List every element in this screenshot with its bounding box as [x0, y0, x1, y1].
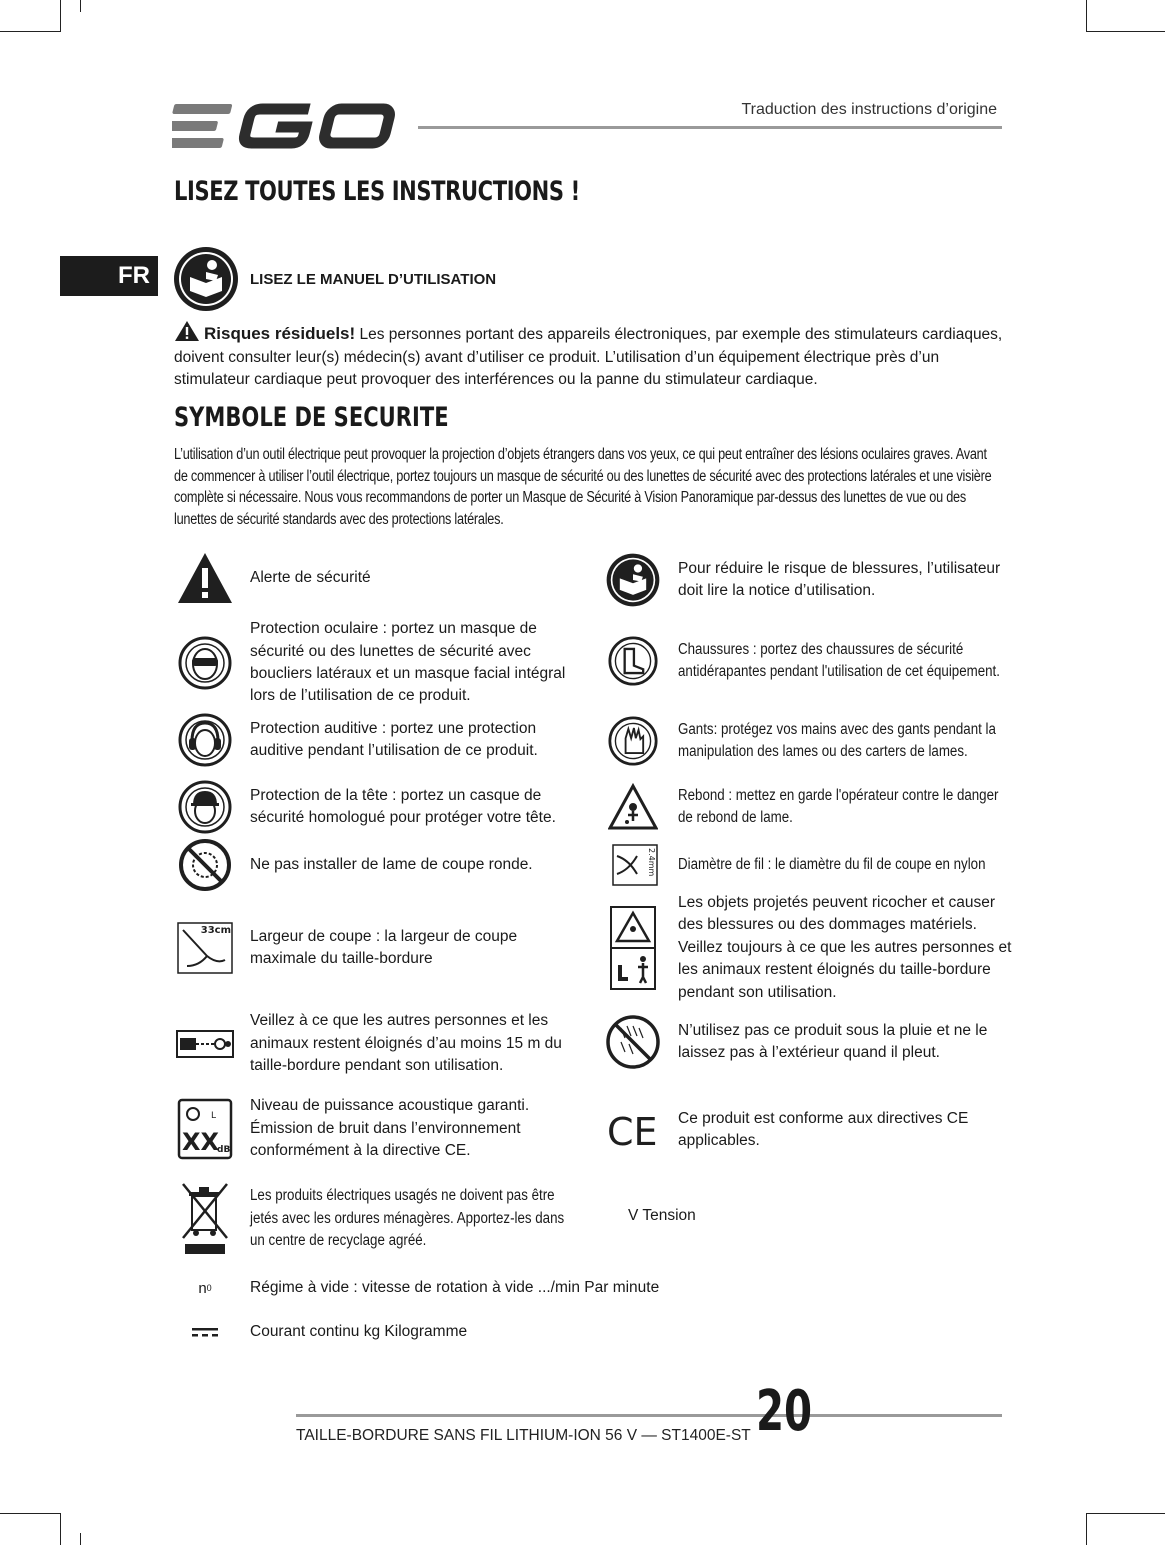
header-note: Traduction des instructions d’origine: [741, 101, 997, 118]
cutting-width-icon: [177, 922, 233, 974]
symbol-no-round-blade: [174, 838, 574, 892]
symbol-text: Régime à vide : vitesse de rotation à vide .../min Par minute: [250, 1278, 660, 1296]
gloves-icon: [608, 716, 658, 766]
symbol-text: Largeur de coupe : la largeur de coupe maximale du taille-bordure: [250, 927, 518, 967]
residual-risk-text: Les personnes portant des appareils électroniques, par exemple des stimulateurs cardiaques, doivent consulter leur(s) médecin(s) avant d’utiliser ce produit. L’utilisation d’un équipement électrique près d’un stimulateur cardiaque peut provoquer des interférences ou la panne du stimulateur cardiaque.: [174, 326, 1003, 388]
symbol-weee: [174, 1180, 594, 1258]
page-title: LISEZ TOUTES LES INSTRUCTIONS !: [174, 176, 580, 207]
direct-current-icon: [191, 1325, 219, 1339]
page-number: 20: [756, 1379, 813, 1444]
safety-boots-icon: [608, 636, 658, 686]
symbol-text: N’utilisez pas ce produit sous la pluie et ne le laissez pas à l’extérieur quand il pleut.: [678, 1021, 988, 1061]
symbol-direct-current: [174, 1318, 734, 1346]
symbol-text: Les produits électriques usagés ne doivent pas être jetés avec les ordures ménagères. Apportez-les dans un centre de recyclage agréé.: [250, 1187, 565, 1250]
symbol-text: Ce produit est conforme aux directives CE applicables.: [678, 1109, 969, 1149]
read-manual-icon: [172, 245, 240, 313]
symbol-read-manual: [602, 550, 1012, 610]
language-tab: FR: [60, 256, 158, 296]
footer-rule: [296, 1414, 1002, 1417]
weee-bin-icon: [177, 1180, 233, 1258]
symbol-text: Gants: protégez vos mains avec des gants pendant la manipulation des lames ou des carters de lames.: [678, 720, 996, 760]
symbol-text: Alerte de sécurité: [250, 568, 371, 586]
symbol-text: Chaussures : portez des chaussures de sécurité antidérapantes pendant l'utilisation de cet équipement.: [678, 640, 1000, 680]
symbol-keep-distance: [174, 1010, 574, 1078]
symbol-thrown-objects: [602, 890, 1012, 1006]
symbol-text: Pour réduire le risque de blessures, l’utilisateur doit lire la notice d’utilisation.: [678, 559, 1001, 599]
symbol-text: Ne pas installer de lame de coupe ronde.: [250, 855, 533, 873]
symbol-line-diameter: [602, 842, 1012, 888]
svg-text:33cm: 33cm: [200, 925, 231, 936]
symbol-ce-mark: [602, 1104, 1012, 1156]
keep-distance-icon: [176, 1030, 234, 1058]
symbol-cutting-width: [174, 920, 574, 976]
symbol-kickback: [602, 780, 1012, 834]
symbol-safety-alert: [174, 546, 574, 610]
crop-mark: [60, 0, 61, 32]
svg-text:dB: dB: [217, 1145, 231, 1155]
symbol-no-rain: [602, 1012, 1012, 1072]
safety-intro: L’utilisation d’un outil électrique peut provoquer la projection d’objets étrangers dans vos yeux, ce qui peut entraîner des lésions oculaires graves. Avant de commencer à utiliser l’outil électrique, portez toujours un masque de sécurité ou des lunettes de sécurité avec des protections latérales et une visière complète si nécessaire. Nous vous recommandons de porter un Masque de Sécurité à Vision Panoramique par-dessus des lunettes de vue ou des lunettes de sécurité standards avec des protections latérales.: [174, 446, 992, 529]
symbol-head-protection: [174, 780, 574, 834]
ear-protection-icon: [178, 713, 232, 767]
safety-symbols-title: SYMBOLE DE SECURITE: [174, 402, 449, 433]
residual-risk-lead: Risques résiduels!: [204, 324, 356, 343]
symbol-text: Protection oculaire : portez un masque de sécurité ou des lunettes de sécurité avec boucliers latéraux et un masque facial intégral lors de l’utilisation de ce produit.: [250, 620, 566, 705]
svg-text:XX: XX: [182, 1128, 220, 1156]
warning-triangle-icon: [174, 320, 200, 342]
line-diameter-icon: [607, 844, 659, 886]
crop-mark: [1086, 1513, 1165, 1514]
warning-triangle-icon: [175, 550, 235, 606]
symbol-safety-boots: [602, 626, 1012, 696]
svg-text:2.4mm: 2.4mm: [647, 848, 656, 877]
symbol-text: Les objets projetés peuvent ricocher et causer des blessures ou des dommages matériels. Veillez toujours à ce que les autres personnes et les animaux restent éloignés du taille-bordure pendant son utilisation.: [678, 893, 1012, 1001]
symbol-ear-protection: [174, 714, 574, 766]
residual-risk-paragraph: [174, 320, 1004, 392]
crop-mark: [80, 1533, 81, 1545]
no-load-symbol: n 0: [198, 1279, 212, 1297]
thrown-objects-icon: [609, 905, 657, 991]
symbol-no-load-speed: [174, 1274, 734, 1302]
crop-mark: [0, 31, 60, 32]
symbol-text: Niveau de puissance acoustique garanti. Émission de bruit dans l’environnement conformément à la directive CE.: [250, 1097, 530, 1160]
symbol-text: Courant continu kg Kilogramme: [250, 1322, 468, 1340]
svg-text:CE: CE: [607, 1110, 658, 1150]
svg-text:L: L: [211, 1111, 217, 1121]
symbol-text: Rebond : mettez en garde l'opérateur contre le danger de rebond de lame.: [678, 786, 999, 826]
eye-protection-icon: [178, 636, 232, 690]
symbol-eye-protection: [174, 618, 574, 708]
symbol-text: Protection auditive : portez une protection auditive pendant l’utilisation de ce produit.: [250, 719, 538, 759]
header-rule: [418, 126, 1002, 129]
ce-mark-icon: [605, 1110, 661, 1150]
symbol-gloves: [602, 706, 1012, 776]
footer-product: TAILLE-BORDURE SANS FIL LITHIUM-ION 56 V — ST1400E-ST: [296, 1427, 751, 1444]
sound-power-icon: [177, 1098, 233, 1160]
no-rain-icon: [605, 1014, 661, 1070]
crop-mark: [0, 1513, 60, 1514]
symbol-sound-power: [174, 1094, 574, 1164]
ego-logo: [172, 98, 398, 154]
crop-mark: [60, 1513, 61, 1545]
symbol-text: Protection de la tête : portez un casque de sécurité homologué pour protéger votre tête.: [250, 786, 556, 826]
symbol-text: Diamètre de fil : le diamètre du fil de coupe en nylon: [678, 855, 986, 873]
crop-mark: [80, 0, 81, 12]
no-round-blade-icon: [178, 838, 232, 892]
head-protection-icon: [178, 780, 232, 834]
crop-mark: [1086, 0, 1087, 32]
kickback-icon: [608, 783, 658, 831]
read-manual-label: LISEZ LE MANUEL D’UTILISATION: [250, 270, 497, 288]
crop-mark: [1086, 1513, 1087, 1545]
voltage-label: V Tension: [628, 1207, 696, 1224]
read-manual-row: [172, 245, 496, 313]
crop-mark: [1086, 31, 1165, 32]
symbol-text: Veillez à ce que les autres personnes et les animaux restent éloignés d’au moins 15 m du taille-bordure pendant son utilisation.: [250, 1012, 562, 1075]
read-manual-icon: [605, 552, 661, 608]
